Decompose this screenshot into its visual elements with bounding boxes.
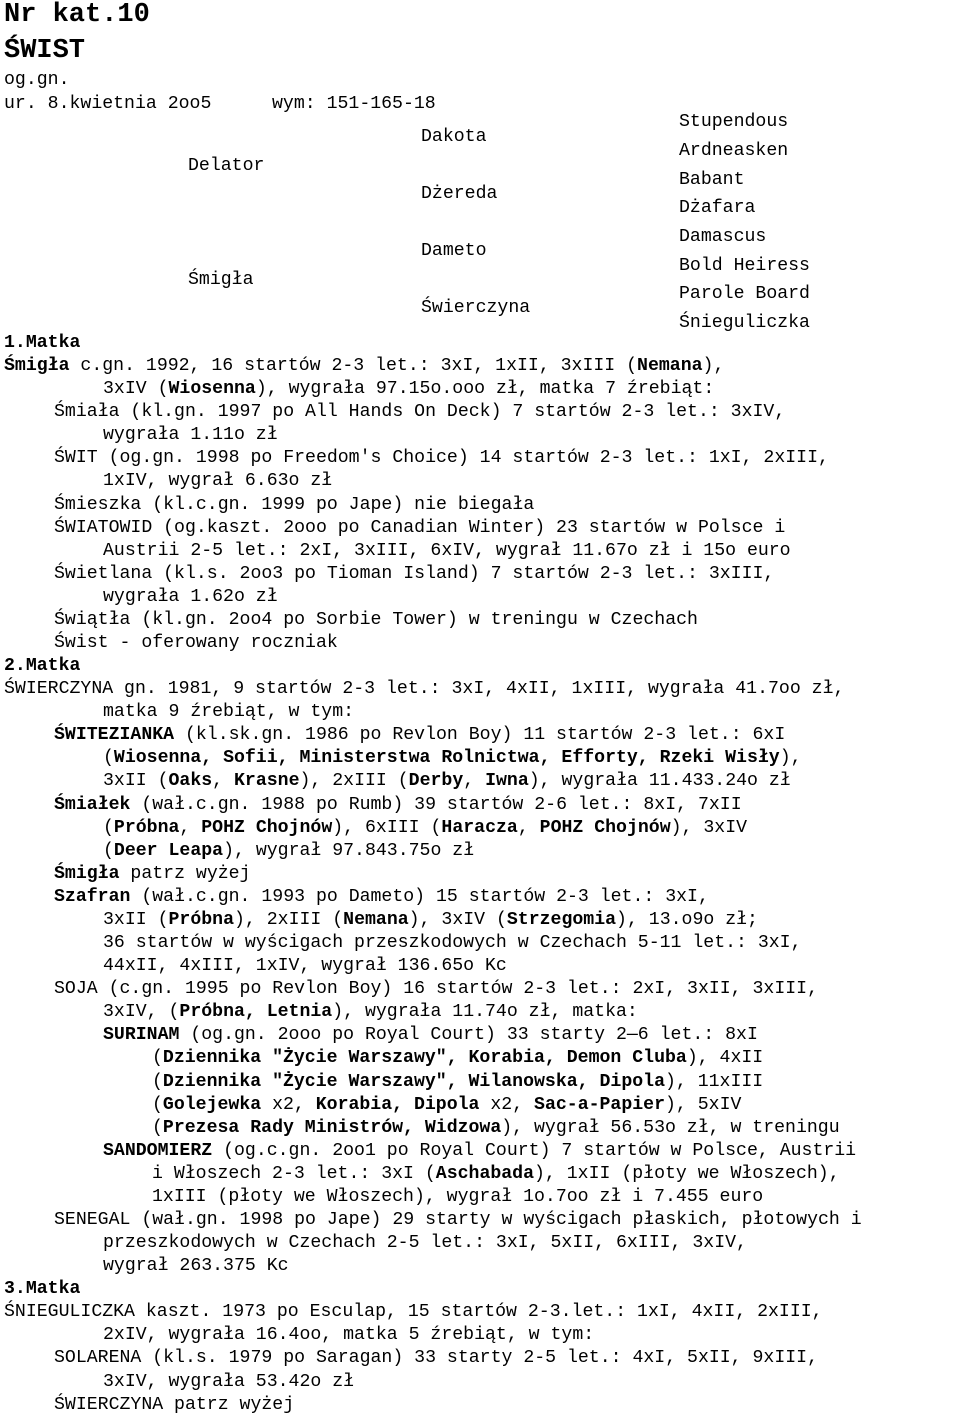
text-run: ŚNIEGULICZKA kaszt. 1973 po Esculap, 15 startów 2-3.let.: 1xI, 4xII, 2xIII, — [4, 1302, 823, 1323]
text-line — [4, 632, 960, 655]
bold-text: Wiosenna, Sofii, Ministerstwa Rolnictwa, Efforty, Rzeki Wisły — [113, 748, 780, 769]
pedigree-ggen-8: Śnieguliczka — [679, 313, 810, 333]
text-line — [4, 1255, 960, 1278]
text-run: ( — [152, 1071, 163, 1092]
text-run: SOLARENA (kl.s. 1979 po Saragan) 33 starty 2-5 let.: 4xI, 5xII, 9xIII, — [54, 1348, 818, 1369]
bold-text: Śmiałek — [54, 794, 131, 815]
text-run: ), 11xIII — [664, 1071, 764, 1092]
bold-text: Szafran — [54, 886, 131, 907]
text-run: 3xIV ( — [103, 379, 169, 400]
text-run: ), 3xIV ( — [408, 909, 507, 930]
text-line — [4, 332, 960, 355]
text-line — [4, 1094, 960, 1117]
text-line — [4, 1024, 960, 1047]
dam-line-section — [4, 332, 960, 1417]
text-run: Świetlana (kl.s. 2oo3 po Tioman Island) 7 startów 2-3 let.: 3xIII, — [54, 563, 775, 584]
text-run: przeszkodowych w Czechach 2-5 let.: 3xI, 5xII, 6xIII, 3xIV, — [103, 1233, 747, 1254]
text-run: ), wygrał 56.53o zł, w treningu — [501, 1117, 840, 1138]
text-run: ), 3xIV — [670, 817, 748, 838]
text-line — [4, 1047, 960, 1070]
bold-text: Strzegomia — [506, 909, 617, 930]
text-run: ), — [779, 748, 802, 769]
text-run: ), 4xII — [686, 1048, 764, 1069]
bold-text: Aschabada — [435, 1163, 535, 1184]
bold-text: Nemana — [343, 909, 409, 930]
text-run: 3xIV, ( — [103, 1002, 180, 1023]
text-line — [4, 494, 960, 517]
bold-text: 1.Matka — [4, 333, 81, 353]
text-run: ( — [152, 1117, 163, 1138]
horse-name: ŚWIST — [4, 36, 86, 66]
text-run: i Włoszech 2-3 let.: 3xI ( — [152, 1163, 436, 1184]
text-line — [4, 1163, 960, 1186]
text-run: wygrał 263.375 Kc — [103, 1256, 289, 1277]
text-run: Świątła (kl.gn. 2oo4 po Sorbie Tower) w treningu w Czechach — [54, 609, 698, 630]
text-run: ), 6xIII ( — [332, 817, 442, 838]
text-line — [4, 909, 960, 932]
text-line — [4, 794, 960, 817]
text-run: wygrała 1.62o zł — [103, 586, 278, 607]
text-run: 1xIV, wygrał 6.63o zł — [103, 471, 333, 492]
text-run: (kl.sk.gn. 1986 po Revlon Boy) 11 startów 2-3 let.: 6xI — [174, 725, 786, 746]
pedigree-dam-dam: Świerczyna — [421, 298, 531, 318]
bold-text: Prezesa Rady Ministrów, Widzowa — [162, 1117, 502, 1138]
text-run: ), wygrała 11.74o zł, matka: — [332, 1002, 638, 1023]
text-run: patrz wyżej — [119, 863, 251, 884]
text-run: ), wygrała 11.433.24o zł — [528, 771, 791, 792]
bold-text: Śmigła — [54, 863, 120, 884]
text-line — [4, 355, 960, 378]
text-run: ), — [702, 356, 725, 377]
pedigree-ggen-4: Dżafara — [679, 198, 756, 218]
text-line — [4, 655, 960, 678]
text-run: c.gn. 1992, 16 startów 2-3 let.: 3xI, 1xII, 3xIII ( — [69, 356, 638, 377]
text-line — [4, 678, 960, 701]
text-line — [4, 378, 960, 401]
text-line — [4, 886, 960, 909]
text-line — [4, 1278, 960, 1301]
text-run: ŚWIT (og.gn. 1998 po Freedom's Choice) 14 startów 2-3 let.: 1xI, 2xIII, — [54, 448, 829, 469]
text-line — [4, 1301, 960, 1324]
text-run: (og.gn. 2ooo po Royal Court) 33 starty 2—6 let.: 8xI — [179, 1025, 758, 1046]
text-line — [4, 1209, 960, 1232]
bold-text: Próbna — [113, 817, 180, 838]
text-run: ŚWIERCZYNA patrz wyżej — [54, 1394, 295, 1415]
bold-text: Haracza — [441, 817, 518, 838]
bold-text: Wiosenna — [168, 379, 256, 400]
pedigree-ggen-2: Ardneasken — [679, 141, 789, 161]
text-run: SOJA (c.gn. 1995 po Revlon Boy) 16 startów 2-3 let.: 2xI, 3xII, 3xIII, — [54, 979, 818, 1000]
pedigree-ggen-1: Stupendous — [679, 112, 789, 132]
text-line — [4, 1347, 960, 1370]
text-run: Śmiała (kl.gn. 1997 po All Hands On Deck) 7 startów 2-3 let.: 3xIV, — [54, 402, 786, 423]
text-run: ), 13.o9o zł; — [616, 909, 758, 930]
text-line — [4, 863, 960, 886]
text-run: 2xIV, wygrała 16.4oo, matka 5 źrebiąt, w tym: — [103, 1325, 595, 1346]
pedigree-dam: Śmigła — [188, 270, 254, 290]
text-line — [4, 540, 960, 563]
text-run: Śmieszka (kl.c.gn. 1999 po Jape) nie biegała — [54, 494, 535, 515]
text-run: ( — [103, 817, 114, 838]
text-line — [4, 563, 960, 586]
text-run: ), 1xII (płoty we Włoszech), — [534, 1163, 840, 1184]
text-run: 36 startów w wyścigach przeszkodowych w Czechach 5-11 let.: 3xI, — [103, 933, 802, 954]
pedigree-ggen-5: Damascus — [679, 227, 767, 247]
text-run: , — [463, 771, 486, 792]
measurements: wym: 151-165-18 — [272, 94, 436, 114]
bold-text: POHZ Chojnów — [201, 817, 333, 838]
pedigree-sire-dam: Dżereda — [421, 184, 498, 204]
pedigree-ggen-7: Parole Board — [679, 284, 810, 304]
text-line — [4, 955, 960, 978]
bold-text: Próbna, Letnia — [179, 1002, 333, 1023]
text-run: 3xIV, wygrała 53.42o zł — [103, 1371, 355, 1392]
pedigree-ggen-3: Babant — [679, 170, 745, 190]
birth-date: ur. 8.kwietnia 2oo5 — [4, 94, 212, 114]
bold-text: Deer Leapa — [113, 840, 224, 861]
horse-color: og.gn. — [4, 70, 70, 90]
text-line — [4, 1394, 960, 1417]
text-line — [4, 586, 960, 609]
bold-text: 3.Matka — [4, 1279, 81, 1300]
text-run: Austrii 2-5 let.: 2xI, 3xIII, 6xIV, wygrał 11.67o zł i 15o euro — [103, 540, 791, 561]
text-run: 3xII ( — [103, 771, 169, 792]
text-run: , — [212, 771, 235, 792]
text-line — [4, 609, 960, 632]
text-line — [4, 1371, 960, 1394]
text-line — [4, 1071, 960, 1094]
text-line — [4, 1324, 960, 1347]
text-run: ( — [152, 1094, 163, 1115]
bold-text: Śmigła — [4, 356, 70, 377]
text-run: ŚWIATOWID (og.kaszt. 2ooo po Canadian Winter) 23 startów w Polsce i — [54, 517, 786, 538]
bold-text: Derby — [408, 771, 464, 792]
text-run: ), 2xIII ( — [299, 771, 409, 792]
text-line — [4, 978, 960, 1001]
text-line — [4, 1186, 960, 1209]
bold-text: Iwna — [485, 771, 529, 792]
text-run: wygrała 1.11o zł — [103, 425, 278, 446]
text-line — [4, 1001, 960, 1024]
pedigree-sire: Delator — [188, 156, 265, 176]
text-run: , — [179, 817, 202, 838]
text-run: ŚWIERCZYNA gn. 1981, 9 startów 2-3 let.: 3xI, 4xII, 1xIII, wygrała 41.7oo zł, — [4, 679, 845, 700]
bold-text: Nemana — [637, 356, 703, 377]
text-line — [4, 724, 960, 747]
text-run: ), wygrał 97.843.75o zł — [223, 840, 475, 861]
text-line — [4, 840, 960, 863]
bold-text: Krasne — [234, 771, 300, 792]
text-run: (wał.c.gn. 1993 po Dameto) 15 startów 2-3 let.: 3xI, — [130, 886, 709, 907]
text-run: ), 5xIV — [665, 1094, 742, 1115]
bold-text: POHZ Chojnów — [539, 817, 671, 838]
text-run: Świst - oferowany roczniak — [54, 633, 338, 654]
text-line — [4, 401, 960, 424]
text-line — [4, 932, 960, 955]
text-run: ( — [152, 1048, 163, 1069]
bold-text: ŚWITEZIANKA — [54, 725, 175, 746]
text-run: matka 9 źrebiąt, w tym: — [103, 702, 355, 723]
text-run: 1xIII (płoty we Włoszech), wygrał 1o.7oo zł i 7.455 euro — [152, 1186, 764, 1207]
text-run: x2, — [479, 1094, 535, 1115]
text-line — [4, 747, 960, 770]
text-line — [4, 770, 960, 793]
text-line — [4, 1232, 960, 1255]
bold-text: SURINAM — [103, 1025, 180, 1046]
text-run: , — [517, 817, 540, 838]
text-line — [4, 447, 960, 470]
bold-text: Golejewka — [162, 1094, 262, 1115]
pedigree-sire-sire: Dakota — [421, 127, 487, 147]
pedigree-dam-sire: Dameto — [421, 241, 487, 261]
text-line — [4, 1140, 960, 1163]
text-run: 3xII ( — [103, 909, 169, 930]
pedigree-ggen-6: Bold Heiress — [679, 256, 810, 276]
bold-text: Dziennika "Życie Warszawy", Korabia, Demon Cluba — [162, 1048, 687, 1069]
bold-text: Próbna — [168, 909, 234, 930]
bold-text: Oaks — [168, 771, 213, 792]
text-run: SENEGAL (wał.gn. 1998 po Jape) 29 starty w wyścigach płaskich, płotowych i — [54, 1209, 862, 1230]
bold-text: SANDOMIERZ — [103, 1140, 213, 1161]
text-run: (wał.c.gn. 1988 po Rumb) 39 startów 2-6 let.: 8xI, 7xII — [130, 794, 742, 815]
text-line — [4, 817, 960, 840]
bold-text: Sac-a-Papier — [534, 1094, 666, 1115]
text-run: ), 2xIII ( — [234, 909, 344, 930]
text-line — [4, 424, 960, 447]
text-line — [4, 701, 960, 724]
text-run: x2, — [261, 1094, 316, 1115]
text-run: ), wygrała 97.15o.ooo zł, matka 7 źrebiąt: — [255, 379, 715, 400]
bold-text: Korabia, Dipola — [315, 1094, 480, 1115]
text-line — [4, 470, 960, 493]
text-line — [4, 1117, 960, 1140]
catalog-number: Nr kat.10 — [4, 0, 150, 30]
text-run: ( — [103, 748, 114, 769]
bold-text: 2.Matka — [4, 656, 81, 677]
text-line — [4, 517, 960, 540]
text-run: ( — [103, 840, 114, 861]
text-run: (og.c.gn. 2oo1 po Royal Court) 7 startów w Polsce, Austrii — [212, 1140, 857, 1161]
bold-text: Dziennika "Życie Warszawy", Wilanowska, Dipola — [162, 1071, 665, 1092]
text-run: 44xII, 4xIII, 1xIV, wygrał 136.65o Kc — [103, 956, 507, 977]
